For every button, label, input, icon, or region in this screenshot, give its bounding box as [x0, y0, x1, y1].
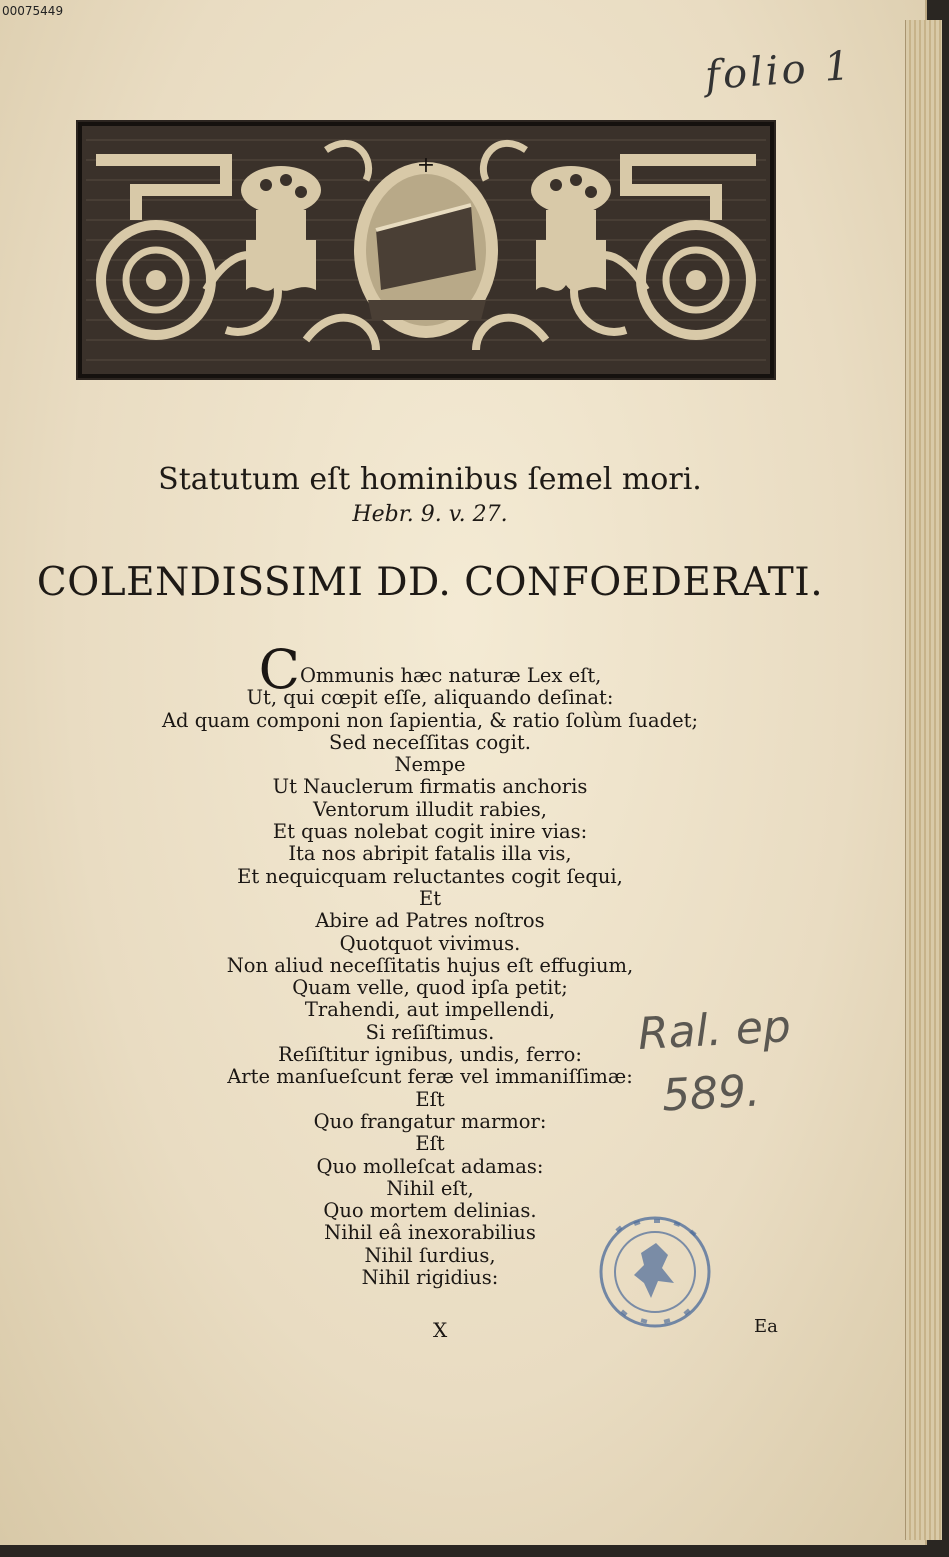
catchword: Ea: [754, 1316, 778, 1337]
page-edges-decoration: [905, 20, 942, 1540]
poem-line: Ut Nauclerum firmatis anchoris: [272, 775, 588, 799]
poem-line: Si reſiſtimus.: [365, 1020, 495, 1044]
poem-line: Et nequicquam reluctantes cogit ſequi,: [237, 864, 623, 888]
poem-line: Ita nos abripit fatalis illa vis,: [288, 842, 572, 866]
address-heading: COLENDISSIMI DD. CONFOEDERATI.: [36, 560, 824, 605]
epigraph-text: Statutum eſt hominibus ſemel mori.: [158, 462, 702, 497]
poem-body: [110, 638, 750, 1290]
poem-line: Ad quam componi non ſapientia, & ratio ſolùm ſuadet;: [161, 708, 699, 732]
poem-line: Nihil eâ inexorabilius: [324, 1221, 536, 1245]
poem-line: Abire ad Patres noſtros: [315, 909, 545, 933]
poem-line: Non aliud neceſſitatis hujus eſt effugium,: [226, 953, 634, 977]
folio-handwritten-note: folio 1: [703, 42, 855, 100]
poem-line: Ventorum illudit rabies,: [313, 797, 547, 821]
first-line-text: Ommunis hæc naturæ Lex eſt,: [299, 664, 602, 687]
poem-line: Quo frangatur marmor:: [313, 1109, 547, 1133]
poem-line: Quo mortem delinias.: [323, 1199, 537, 1223]
poem-line: Ut, qui cœpit eſſe, aliquando deſinat:: [246, 686, 614, 710]
signature-mark: X: [433, 1318, 448, 1342]
scripture-reference: Hebr. 9. v. 27.: [352, 502, 508, 527]
poem-line: Reſiſtitur ignibus, undis, ferro:: [278, 1043, 582, 1067]
poem-line: Nempe: [394, 753, 466, 777]
poem-line: Eſt: [415, 1087, 445, 1111]
svg-text:+: +: [416, 153, 436, 178]
shelfmark-note-line2: 589.: [660, 1065, 762, 1122]
scan-id-label: 00075449: [2, 4, 64, 18]
poem-line: Quotquot vivimus.: [339, 931, 521, 955]
poem-line: Eſt: [415, 1132, 445, 1156]
poem-line: Quo molleſcat adamas:: [316, 1154, 544, 1178]
shelfmark-note-line1: Ral. ep: [636, 1001, 792, 1060]
poem-line: Nihil eſt,: [386, 1176, 474, 1200]
poem-line: Quam velle, quod ipſa petit;: [292, 976, 568, 1000]
poem-line: Et: [418, 886, 442, 910]
poem-line: Et quas nolebat cogit inire vias:: [272, 820, 588, 844]
poem-line: Nihil ſurdius,: [364, 1243, 496, 1267]
poem-line: Arte manſueſcunt feræ vel immaniſſimæ:: [227, 1065, 633, 1089]
library-stamp-icon: [596, 1213, 714, 1331]
woodcut-headpiece-ornament: [76, 120, 776, 380]
poem-line: Sed neceſſitas cogit.: [329, 730, 531, 754]
poem-line: Trahendi, aut impellendi,: [304, 998, 556, 1022]
poem-line: Nihil rigidius:: [361, 1266, 499, 1290]
drop-initial: C: [258, 638, 300, 701]
